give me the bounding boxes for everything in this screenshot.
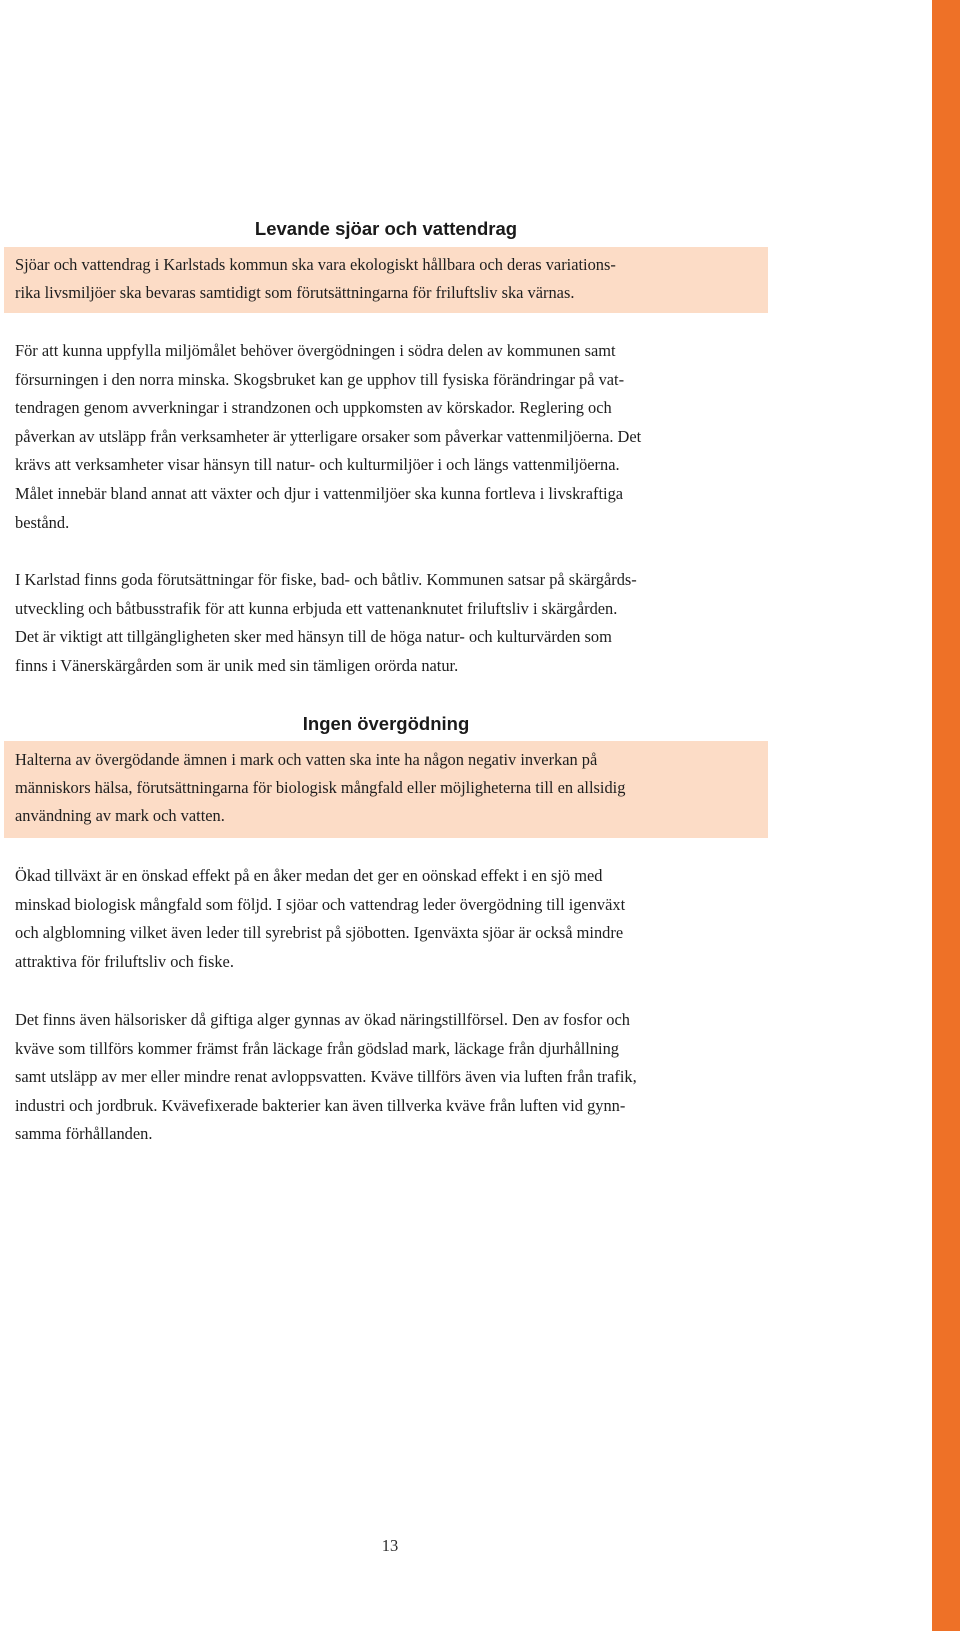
orange-edge-bar: [932, 0, 960, 1631]
paragraph: Det finns även hälsorisker då giftiga alger gynnas av ökad näringstillförsel. Den av fosfor och kväve som tillförs kommer främst från läckage från gödslad mark, läckage från djurhållning samt utsläpp av mer eller mindre renat avloppsvatten. Kväve tillförs även via luften från trafik, industri och jordbruk. Kvävefixerade bakterier kan även tillverka kväve från luften vid gynn- samma förhållanden.: [15, 1010, 637, 1144]
paragraph: För att kunna uppfylla miljömålet behöver övergödningen i södra delen av kommunen samt försurningen i den norra minska. Skogsbruket kan ge upphov till fysiska förändringar på vat- tendragen genom avverkningar i strandzonen och uppkomsten av körskador. Reglering och påverkan av utsläpp från verksamheter är ytterligare orsaker som påverkar vattenmiljöerna. Det krävs att verksamheter visar hänsyn till natur- och kulturmiljöer i och längs vattenmiljöerna. Målet innebär bland annat att växter och djur i vattenmiljöer ska kunna fortleva i livskraftiga bestånd.: [15, 341, 642, 532]
paragraph: I Karlstad finns goda förutsättningar för fiske, bad- och båtliv. Kommunen satsar på skärgårds- utveckling och båtbusstrafik för att kunna erbjuda ett vattenanknutet friluftsliv i skärgården. Det är viktigt att tillgängligheten sker med hänsyn till de höga natur- och kulturvärden som finns i Vänerskärgården som är unik med sin tämligen orörda natur.: [15, 570, 637, 675]
paragraph: Ökad tillväxt är en önskad effekt på en åker medan det ger en oönskad effekt i en sjö med minskad biologisk mångfald som följd. I sjöar och vattendrag leder övergödning till igenväxt och algblomning vilket även leder till syrebrist på sjöbotten. Igenväxta sjöar är också mindre attraktiva för friluftsliv och fiske.: [15, 866, 626, 971]
page-number: 13: [381, 1536, 399, 1555]
section-heading-ingen-overgodning: Ingen övergödning: [302, 713, 470, 734]
goal-box-levande-sjoar: Sjöar och vattendrag i Karlstads kommun ska vara ekologiskt hållbara och deras variations- rika livsmiljöer ska bevaras samtidigt som förutsättningarna för friluftsliv ska värnas.: [4, 247, 768, 313]
goal-box-ingen-overgodning: Halterna av övergödande ämnen i mark och vatten ska inte ha någon negativ inverkan på människors hälsa, förutsättningarna för biologisk mångfald eller möjligheterna till en allsidig användning av mark och vatten.: [4, 741, 768, 838]
section-heading-levande-sjoar: Levande sjöar och vattendrag: [254, 218, 518, 239]
